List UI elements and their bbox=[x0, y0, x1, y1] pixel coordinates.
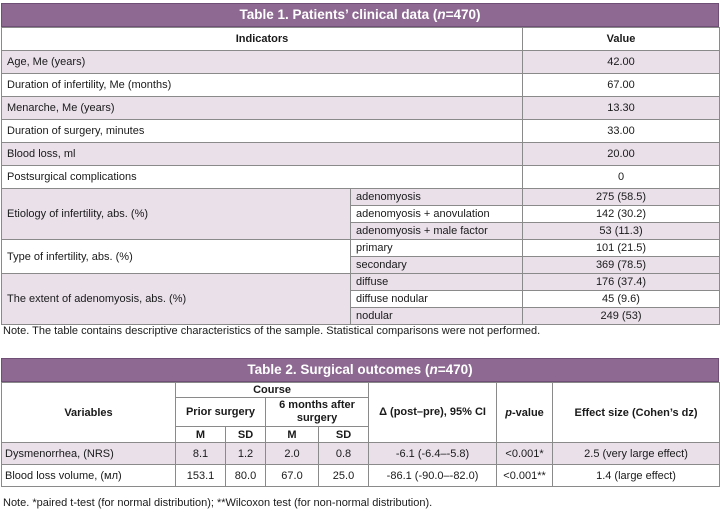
sub-value: 45 (9.6) bbox=[523, 291, 720, 308]
sub-label: nodular bbox=[351, 308, 523, 325]
sub-label: primary bbox=[351, 240, 523, 257]
prior-m-cell: 8.1 bbox=[176, 443, 226, 465]
table-row bbox=[2, 189, 720, 206]
table1-header-row bbox=[2, 28, 720, 51]
row-value: 13.30 bbox=[523, 97, 720, 120]
sub-value: 101 (21.5) bbox=[523, 240, 720, 257]
sd-header: SD bbox=[226, 427, 266, 443]
after-m-cell: 67.0 bbox=[266, 465, 319, 487]
table-row bbox=[2, 143, 720, 166]
table2-header-row bbox=[2, 383, 720, 398]
prior-sd-cell: 80.0 bbox=[226, 465, 266, 487]
sub-value: 275 (58.5) bbox=[523, 189, 720, 206]
table-row bbox=[2, 274, 720, 291]
table1-note: Note. The table contains descriptive characteristics of the sample. Statistical comparisons were not performed. bbox=[3, 325, 541, 337]
six-months-header: 6 months after surgery bbox=[266, 398, 369, 427]
sd-header: SD bbox=[319, 427, 369, 443]
sub-label: diffuse bbox=[351, 274, 523, 291]
value-header: Value bbox=[523, 28, 720, 51]
row-label: Duration of surgery, minutes bbox=[2, 120, 523, 143]
effect-size-cell: 1.4 (large effect) bbox=[553, 465, 720, 487]
m-header: M bbox=[266, 427, 319, 443]
sub-label: secondary bbox=[351, 257, 523, 274]
after-sd-cell: 25.0 bbox=[319, 465, 369, 487]
indicators-header: Indicators bbox=[2, 28, 523, 51]
table-row bbox=[2, 166, 720, 189]
row-value: 20.00 bbox=[523, 143, 720, 166]
table1-title: Table 1. Patients’ clinical data (n=470) bbox=[1, 3, 719, 27]
after-m-cell: 2.0 bbox=[266, 443, 319, 465]
prior-m-cell: 153.1 bbox=[176, 465, 226, 487]
row-value: 42.00 bbox=[523, 51, 720, 74]
group-label-extent: The extent of adenomyosis, abs. (%) bbox=[2, 274, 351, 325]
row-label: Menarche, Me (years) bbox=[2, 97, 523, 120]
table-row bbox=[2, 51, 720, 74]
m-header: M bbox=[176, 427, 226, 443]
table-row bbox=[2, 120, 720, 143]
effect-size-cell: 2.5 (very large effect) bbox=[553, 443, 720, 465]
variable-cell: Blood loss volume, (мл) bbox=[2, 465, 176, 487]
sub-label: diffuse nodular bbox=[351, 291, 523, 308]
row-label: Age, Me (years) bbox=[2, 51, 523, 74]
table-row bbox=[2, 443, 720, 465]
table-row bbox=[2, 465, 720, 487]
table-row bbox=[2, 240, 720, 257]
row-label: Blood loss, ml bbox=[2, 143, 523, 166]
sub-label: adenomyosis + male factor bbox=[351, 223, 523, 240]
row-label: Duration of infertility, Me (months) bbox=[2, 74, 523, 97]
variables-header: Variables bbox=[2, 383, 176, 443]
table2-note: Note. *paired t-test (for normal distribution); **Wilcoxon test (for non-normal distribution). bbox=[3, 497, 433, 509]
sub-value: 249 (53) bbox=[523, 308, 720, 325]
group-label-type: Type of infertility, abs. (%) bbox=[2, 240, 351, 274]
sub-value: 369 (78.5) bbox=[523, 257, 720, 274]
table2 bbox=[1, 382, 720, 487]
table-row bbox=[2, 97, 720, 120]
prior-surgery-header: Prior surgery bbox=[176, 398, 266, 427]
row-value: 67.00 bbox=[523, 74, 720, 97]
sub-label: adenomyosis bbox=[351, 189, 523, 206]
after-sd-cell: 0.8 bbox=[319, 443, 369, 465]
delta-cell: -6.1 (-6.4–-5.8) bbox=[369, 443, 497, 465]
p-value-header: p-value bbox=[497, 383, 553, 443]
course-header: Course bbox=[176, 383, 369, 398]
p-value-cell: <0.001* bbox=[497, 443, 553, 465]
sub-value: 142 (30.2) bbox=[523, 206, 720, 223]
table1 bbox=[1, 27, 720, 325]
row-value: 33.00 bbox=[523, 120, 720, 143]
row-label: Postsurgical complications bbox=[2, 166, 523, 189]
variable-cell: Dysmenorrhea, (NRS) bbox=[2, 443, 176, 465]
table-row bbox=[2, 74, 720, 97]
delta-header: Δ (post–pre), 95% CI bbox=[369, 383, 497, 443]
delta-cell: -86.1 (-90.0–-82.0) bbox=[369, 465, 497, 487]
sub-label: adenomyosis + anovulation bbox=[351, 206, 523, 223]
row-value: 0 bbox=[523, 166, 720, 189]
group-label-etiology: Etiology of infertility, abs. (%) bbox=[2, 189, 351, 240]
effect-size-header: Effect size (Cohen’s dz) bbox=[553, 383, 720, 443]
sub-value: 176 (37.4) bbox=[523, 274, 720, 291]
prior-sd-cell: 1.2 bbox=[226, 443, 266, 465]
sub-value: 53 (11.3) bbox=[523, 223, 720, 240]
p-value-cell: <0.001** bbox=[497, 465, 553, 487]
table2-title: Table 2. Surgical outcomes (n=470) bbox=[1, 358, 719, 382]
